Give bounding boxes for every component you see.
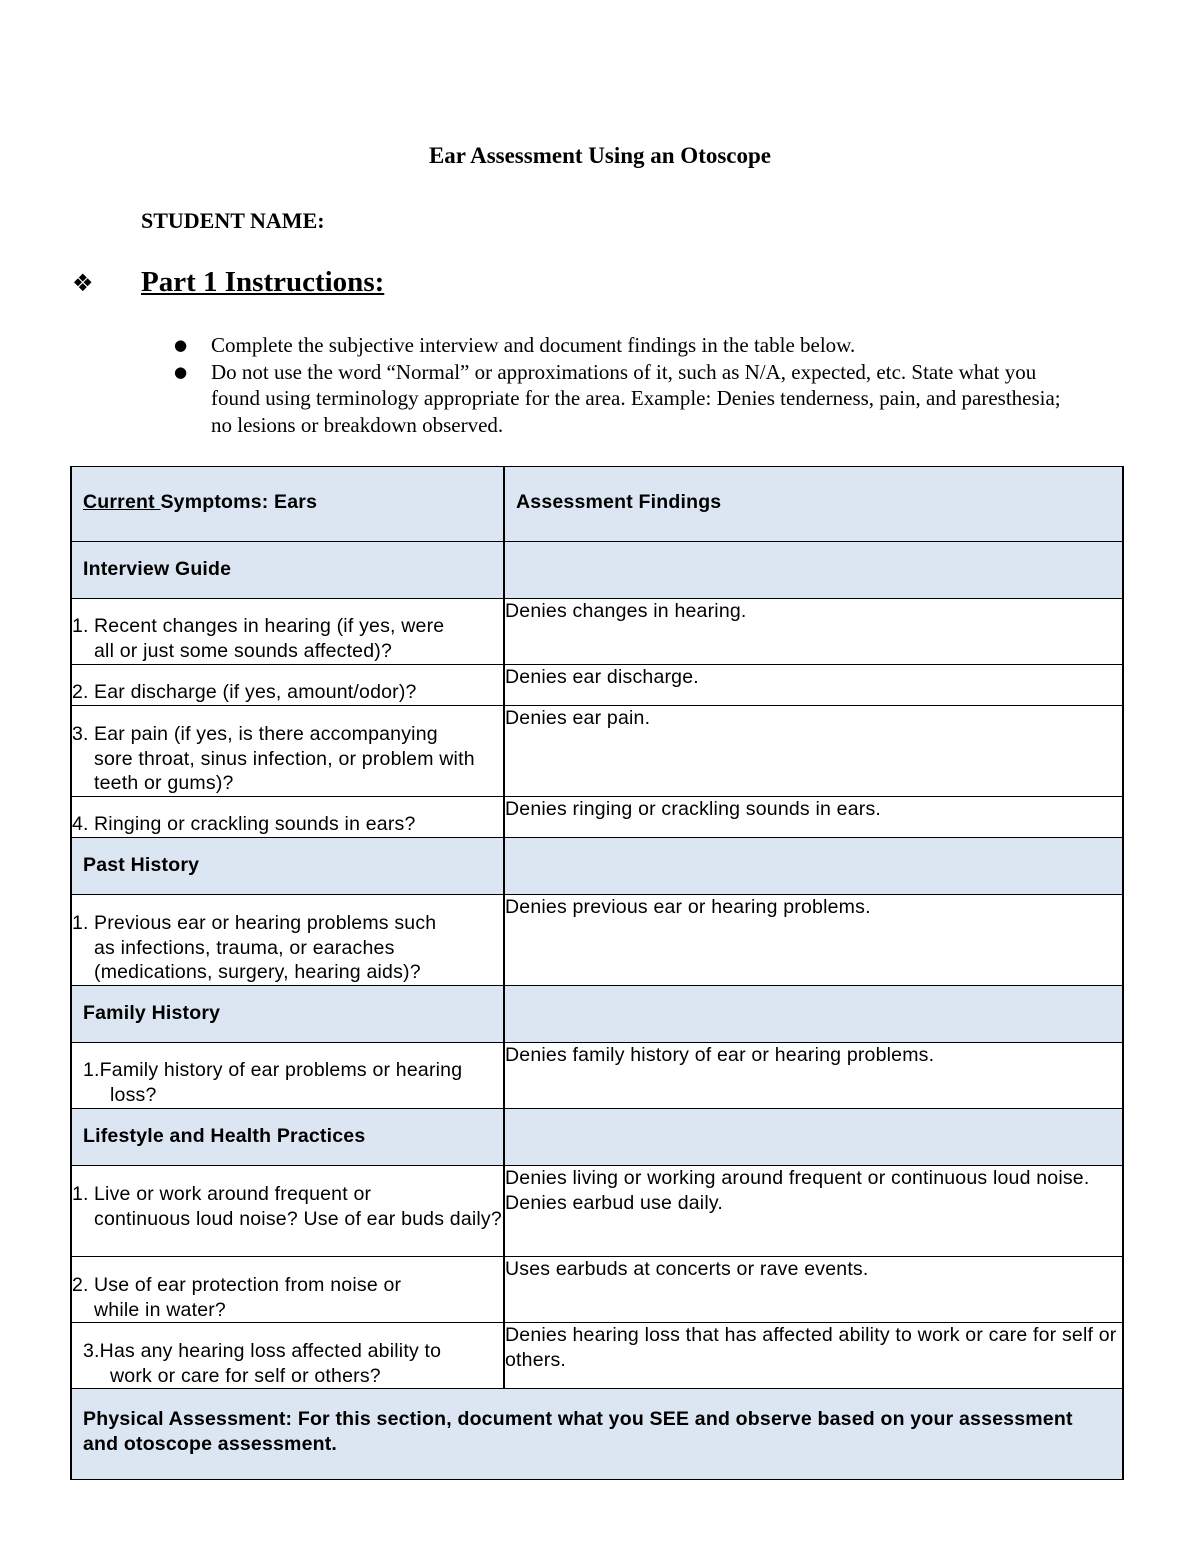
- finding-cell[interactable]: Denies ringing or crackling sounds in ears.: [504, 797, 1123, 838]
- question-number: 4.: [72, 813, 89, 835]
- question-text-cont: all or just some sounds affected)?: [94, 639, 393, 662]
- question-text-cont: loss?: [110, 1083, 157, 1106]
- finding-cell[interactable]: Denies family history of ear or hearing problems.: [504, 1043, 1123, 1109]
- instructions-list: [172, 332, 1062, 438]
- question-number: 1.: [72, 912, 89, 934]
- header-symptoms-rest: Symptoms: Ears: [160, 491, 318, 513]
- header-symptoms: [71, 467, 504, 542]
- header-findings: Assessment Findings: [504, 467, 1123, 542]
- question-text: Ear discharge (if yes, amount/odor)?: [94, 681, 417, 703]
- bullet-icon: ●: [174, 336, 188, 354]
- table-row: [71, 1257, 1123, 1323]
- question-text-cont: as infections, trauma, or earaches (medications, surgery, hearing aids)?: [94, 936, 421, 983]
- finding-cell[interactable]: Denies ear pain.: [504, 706, 1123, 797]
- table-row: [71, 895, 1123, 986]
- table-row: [71, 1043, 1123, 1109]
- finding-cell[interactable]: Denies hearing loss that has affected ability to work or care for self or others.: [504, 1323, 1123, 1389]
- section-blank-cell: [504, 542, 1123, 599]
- student-name-label: STUDENT NAME:: [141, 208, 325, 233]
- section-row: [71, 986, 1123, 1043]
- question-cell: [71, 665, 504, 706]
- question-text: Family history of ear problems or hearing: [99, 1059, 463, 1081]
- table-row: [71, 706, 1123, 797]
- table-row: [71, 665, 1123, 706]
- question-text: Has any hearing loss affected ability to: [99, 1340, 442, 1362]
- question-text: Live or work around frequent or: [94, 1183, 372, 1205]
- question-number: 2.: [72, 1274, 89, 1296]
- question-cell: [71, 706, 504, 797]
- section-blank-cell: [504, 986, 1123, 1043]
- question-number: 3.: [83, 1340, 100, 1362]
- instruction-text: Do not use the word “Normal” or approximations of it, such as N/A, expected, etc. State what you found using terminology appropriate for the area. Example: Denies tenderness, pain, and paresthesia; no lesions or breakdown observed.: [211, 359, 1061, 437]
- question-number: 1.: [72, 615, 89, 637]
- table-row: [71, 797, 1123, 838]
- section-title: Family History: [71, 986, 504, 1043]
- question-text-cont: sore throat, sinus infection, or problem with teeth or gums)?: [94, 747, 475, 794]
- question-text: Ringing or crackling sounds in ears?: [94, 813, 416, 835]
- table-row: [71, 599, 1123, 665]
- finding-cell[interactable]: Denies changes in hearing.: [504, 599, 1123, 665]
- question-cell: [71, 895, 504, 986]
- question-cell: [71, 1257, 504, 1323]
- section-blank-cell: [504, 1109, 1123, 1166]
- finding-cell[interactable]: Uses earbuds at concerts or rave events.: [504, 1257, 1123, 1323]
- section-title: Interview Guide: [71, 542, 504, 599]
- question-text-cont: continuous loud noise? Use of ear buds daily?: [94, 1207, 502, 1230]
- table-header-row: [71, 467, 1123, 542]
- question-cell: [71, 1323, 504, 1389]
- question-number: 3.: [72, 723, 89, 745]
- section-row: [71, 542, 1123, 599]
- bullet-icon: ●: [174, 362, 188, 381]
- part-heading: Part 1 Instructions:: [141, 266, 385, 298]
- section-row: [71, 838, 1123, 895]
- question-text: Previous ear or hearing problems such: [94, 912, 437, 934]
- table-row: [71, 1166, 1123, 1257]
- instruction-item: [172, 359, 1062, 439]
- assessment-table: [70, 466, 1124, 1480]
- question-text: Ear pain (if yes, is there accompanying: [94, 723, 438, 745]
- finding-cell[interactable]: Denies previous ear or hearing problems.: [504, 895, 1123, 986]
- question-number: 1.: [83, 1059, 100, 1081]
- section-title: Lifestyle and Health Practices: [71, 1109, 504, 1166]
- header-symptoms-underlined: Current: [83, 491, 161, 513]
- question-number: 2.: [72, 681, 89, 703]
- physical-assessment-text: Physical Assessment: For this section, document what you SEE and observe based on your assessment and otoscope assessment.: [71, 1389, 1123, 1480]
- question-text: Recent changes in hearing (if yes, were: [94, 615, 445, 637]
- document-title: Ear Assessment Using an Otoscope: [428, 143, 772, 168]
- question-cell: [71, 1166, 504, 1257]
- instruction-text: Complete the subjective interview and document findings in the table below.: [211, 333, 856, 357]
- question-cell: [71, 797, 504, 838]
- finding-cell[interactable]: Denies ear discharge.: [504, 665, 1123, 706]
- question-cell: [71, 599, 504, 665]
- physical-assessment-row: [71, 1389, 1123, 1480]
- diamond-bullet-icon: ❖: [72, 269, 94, 297]
- question-text: Use of ear protection from noise or: [94, 1274, 402, 1296]
- section-blank-cell: [504, 838, 1123, 895]
- section-row: [71, 1109, 1123, 1166]
- question-text-cont: work or care for self or others?: [110, 1364, 381, 1387]
- table-row: [71, 1323, 1123, 1389]
- finding-cell[interactable]: Denies living or working around frequent or continuous loud noise. Denies earbud use daily.: [504, 1166, 1123, 1257]
- question-cell: [71, 1043, 504, 1109]
- instruction-item: [172, 332, 1062, 359]
- question-text-cont: while in water?: [94, 1298, 226, 1321]
- section-title: Past History: [71, 838, 504, 895]
- question-number: 1.: [72, 1183, 89, 1205]
